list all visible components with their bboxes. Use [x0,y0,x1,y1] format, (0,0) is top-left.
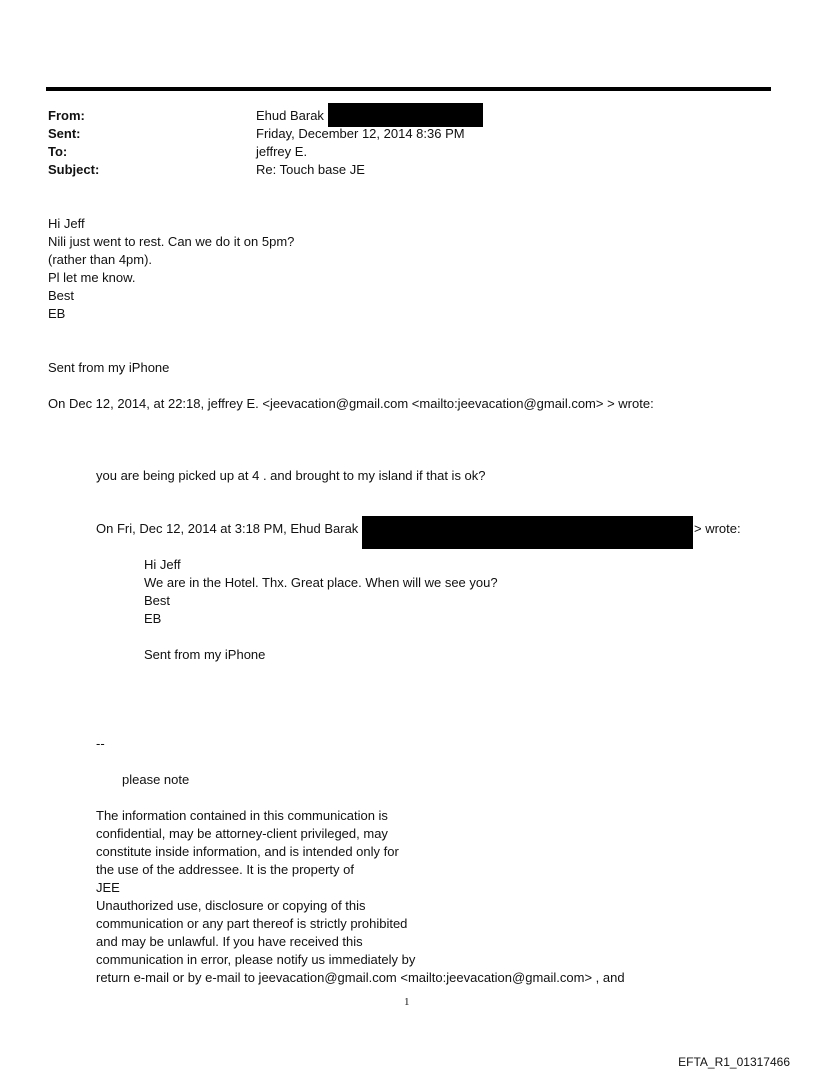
disclaimer-line: Unauthorized use, disclosure or copying of this [96,898,366,913]
disclaimer-line: JEE [96,880,120,895]
quote2-line: We are in the Hotel. Thx. Great place. When will we see you? [144,575,498,590]
quote2-line: Hi Jeff [144,557,181,572]
quote1-header: On Dec 12, 2014, at 22:18, jeffrey E. <jeevacation@gmail.com <mailto:jeevacation@gmail.com> > wrote: [48,396,654,411]
body-line: (rather than 4pm). [48,252,153,267]
please-note: please note [122,772,190,787]
body-line: Pl let me know. [48,270,136,285]
disclaimer-line: return e-mail or by e-mail to jeevacation@gmail.com <mailto:jeevacation@gmail.com> , and [96,970,625,985]
from-label: From: [48,108,85,123]
disclaimer-line: constitute inside information, and is intended only for [96,844,399,859]
quote1-body: you are being picked up at 4 . and brought to my island if that is ok? [96,468,486,483]
quote2-header-suffix: > wrote: [694,521,741,536]
subject-value: Re: Touch base JE [256,162,365,177]
page-number: 1 [404,996,410,1008]
to-label: To: [48,144,68,159]
quote2-body [144,556,498,628]
body-line: Nili just went to rest. Can we do it on 5pm? [48,234,295,249]
disclaimer-line: communication or any part thereof is strictly prohibited [96,916,408,931]
disclaimer-line: communication in error, please notify us immediately by [96,952,416,967]
document-id: EFTA_R1_01317466 [678,1055,790,1069]
message-body [48,215,294,323]
body-line: EB [48,306,66,321]
separator: -- [96,736,105,751]
disclaimer-line: the use of the addressee. It is the property of [96,862,354,877]
to-value: jeffrey E. [256,144,308,159]
quote2-line: EB [144,611,162,626]
quote2-line: Best [144,593,171,608]
subject-label: Subject: [48,162,100,177]
disclaimer-line: confidential, may be attorney-client privileged, may [96,826,388,841]
disclaimer-line: The information contained in this communication is [96,808,388,823]
header-rule [46,87,771,91]
sent-label: Sent: [48,126,81,141]
redaction-box [362,516,693,549]
body-line: Best [48,288,75,303]
sent-value: Friday, December 12, 2014 8:36 PM [256,126,465,141]
signature: Sent from my iPhone [48,360,170,375]
disclaimer [96,807,625,987]
disclaimer-line: and may be unlawful. If you have received this [96,934,363,949]
body-line: Hi Jeff [48,216,85,231]
quote2-signature: Sent from my iPhone [144,647,266,662]
quote2-header-prefix: On Fri, Dec 12, 2014 at 3:18 PM, Ehud Barak [96,521,359,536]
redaction-box [328,103,483,127]
from-value: Ehud Barak [256,108,324,123]
